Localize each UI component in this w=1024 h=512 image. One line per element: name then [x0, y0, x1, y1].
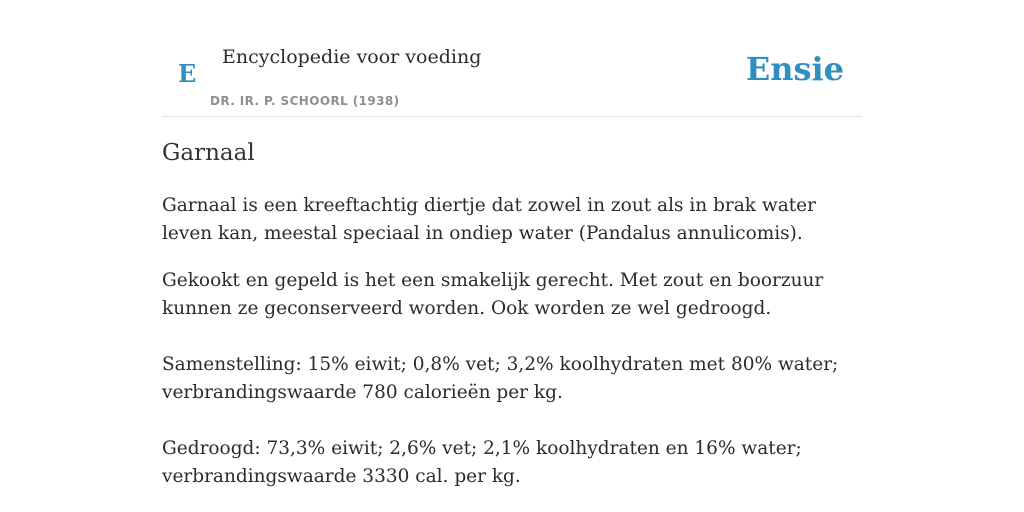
header [162, 30, 862, 117]
book-title-link[interactable]: Encyclopedie voor voeding [222, 46, 482, 68]
entry-paragraph: Gedroogd: 73,3% eiwit; 2,6% vet; 2,1% koolhydraten en 16% water; verbrandingswaarde 3330 cal. per kg. [162, 438, 802, 487]
entry-content [162, 192, 862, 491]
book-author: DR. IR. P. SCHOORL (1938) [210, 94, 400, 108]
entry-paragraph: Garnaal is een kreeftachtig diertje dat zowel in zout als in brak water leven kan, meestal speciaal in ondiep water (Pandalus annulicomis). [162, 195, 816, 244]
entry-paragraph: Samenstelling: 15% eiwit; 0,8% vet; 3,2% koolhydraten met 80% water; verbrandingswaarde 780 calorieën per kg. [162, 354, 839, 403]
ensie-logo-link[interactable]: Ensie [745, 50, 844, 88]
entry-title: Garnaal [162, 140, 255, 166]
book-logo-icon[interactable]: E [178, 59, 197, 88]
entry-paragraph: Gekookt en gepeld is het een smakelijk gerecht. Met zout en boorzuur kunnen ze geconserveerd worden. Ook worden ze wel gedroogd. [162, 270, 824, 319]
